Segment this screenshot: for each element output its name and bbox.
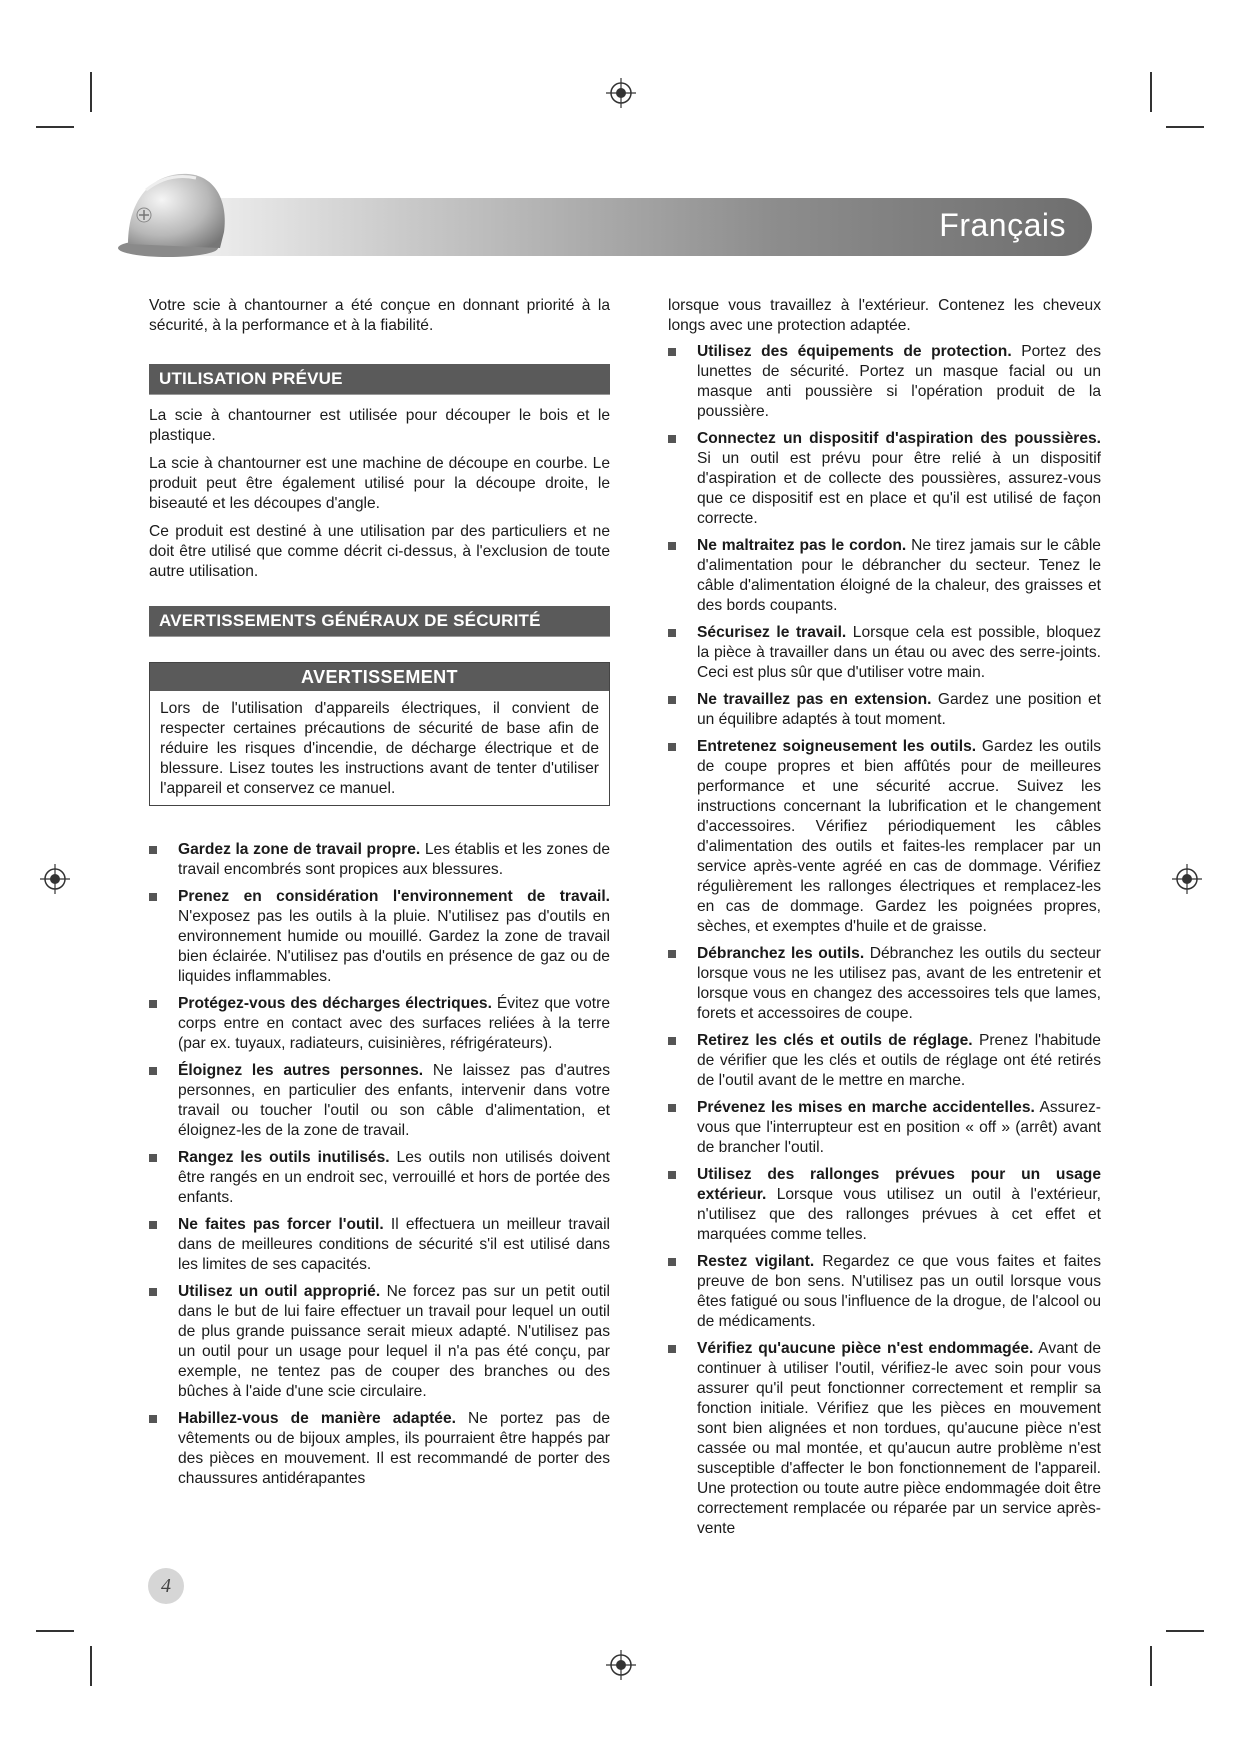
safety-rule-item [149,1409,610,1489]
safety-rule-item [668,1031,1101,1091]
safety-rule-title: Éloignez les autres personnes. [178,1062,424,1079]
safety-rule-title: Vérifiez qu'aucune pièce n'est endommagée. [697,1340,1034,1357]
safety-rule-text: Gardez une position et un équilibre adaptés à tout moment. [697,691,1101,728]
safety-rule-item [668,1339,1101,1539]
paragraph: La scie à chantourner est utilisée pour découper le bois et le plastique. [149,407,610,444]
safety-rule-item [149,1282,610,1402]
safety-rule-item [149,1215,610,1275]
language-title: Français [939,207,1066,243]
safety-rule-title: Rangez les outils inutilisés. [178,1149,390,1166]
safety-rule-title: Restez vigilant. [697,1253,815,1270]
safety-rule-title: Entretenez soigneusement les outils. [697,738,977,755]
crop-mark [1150,1646,1152,1686]
safety-rule-text: Ne forcez pas sur un petit outil dans le but de lui faire effectuer un travail pour lequel un outil de plus grande puissance serait mieux adapté. N'utilisez pas un outil pour un usage pour lequel il n'a pas été conçu, par exemple, ne tentez pas de couper des branches ou des bûches à l'aide d'une scie circulaire. [178,1283,610,1400]
safety-rule-item [668,944,1101,1024]
registration-mark-icon [1172,864,1202,894]
registration-mark-icon [606,1650,636,1680]
safety-rule-title: Prenez en considération l'environnement de travail. [178,888,610,905]
safety-rule-title: Débranchez les outils. [697,945,865,962]
safety-rule-item [668,737,1101,937]
safety-rule-text: Lorsque vous utilisez un outil à l'extérieur, n'utilisez que des rallonges prévues à cet effet et marquées comme telles. [697,1186,1101,1243]
warning-box [149,662,610,806]
safety-rule-text: Lorsque cela est possible, bloquez la pièce à travailler dans un étau ou avec des serre-joints. Ceci est plus sûr que d'utiliser votre main. [697,624,1101,681]
warning-text: Lors de l'utilisation d'appareils électriques, il convient de respecter certaines précautions de sécurité de base afin de réduire les risques d'incendie, de décharge électrique et de blessure. Lisez toutes les instructions avant de tenter d'utiliser l'appareil et conservez ce manuel. [160,700,599,797]
crop-mark [1166,1630,1204,1632]
safety-rule-title: Ne travaillez pas en extension. [697,691,932,708]
left-column [149,296,610,1496]
safety-rule-title: Sécurisez le travail. [697,624,847,641]
safety-rule-text: Regardez ce que vous faites et faites preuve de bon sens. N'utilisez pas un outil lorsque vous êtes fatigué ou sous l'influence de la drogue, de l'alcool ou de médicaments. [697,1253,1101,1330]
safety-rule-item [668,342,1101,422]
safety-rule-title: Ne maltraitez pas le cordon. [697,537,907,554]
safety-rule-text: Ne portez pas de vêtements ou de bijoux amples, ils pourraient être happés par des pièces en mouvement. Il est recommandé de porter des chaussures antidérapantes [178,1410,610,1487]
safety-rule-item [149,994,610,1054]
safety-rule-item [149,1061,610,1141]
safety-rule-title: Utilisez un outil approprié. [178,1283,381,1300]
safety-rule-text: Ne tirez jamais sur le câble d'alimentation pour le débrancher du secteur. Tenez le câble d'alimentation éloigné de la chaleur, des graisses et des bords coupants. [697,537,1101,614]
safety-rule-item [668,1098,1101,1158]
paragraph: Ce produit est destiné à une utilisation par des particuliers et ne doit être utilisé que comme décrit ci-dessus, à l'exclusion de toute autre utilisation. [149,523,610,580]
warning-title: AVERTISSEMENT [150,663,609,691]
section-heading-securite: AVERTISSEMENTS GÉNÉRAUX DE SÉCURITÉ [149,606,610,636]
safety-rule-item [668,623,1101,683]
safety-rule-item [668,1165,1101,1245]
safety-rule-title: Utilisez des rallonges prévues pour un usage extérieur. [697,1166,1101,1203]
safety-rule-item [668,536,1101,616]
crop-mark [90,1646,92,1686]
helmet-icon [116,160,236,260]
safety-rule-text: Les outils non utilisés doivent être rangés en un endroit sec, verrouillé et hors de portée des enfants. [178,1149,610,1206]
registration-mark-icon [606,78,636,108]
safety-rule-text: Ne laissez pas d'autres personnes, en particulier des enfants, intervenir dans votre travail ou toucher l'outil ou son câble d'alimentation, et éloignez-les de la zone de travail. [178,1062,610,1139]
safety-rule-text: Les établis et les zones de travail encombrés sont propices aux blessures. [178,841,610,878]
safety-rule-title: Ne faites pas forcer l'outil. [178,1216,384,1233]
registration-mark-icon [40,864,70,894]
page-number: 4 [148,1568,184,1604]
intro-paragraph: Votre scie à chantourner a été conçue en donnant priorité à la sécurité, à la performance et à la fiabilité. [149,297,610,334]
safety-rule-text: Avant de continuer à utiliser l'outil, vérifiez-le avec soin pour vous assurer qu'il peut fonctionner correctement et remplir sa fonction initiale. Vérifiez que les pièces en mouvement sont bien alignées et non tordues, qu'aucune pièce n'est cassée ou mal montée, et qu'aucun autre problème n'est susceptible d'affecter le bon fonctionnement de l'appareil. Une protection ou toute autre pièce endommagée doit être correctement remplacée ou réparée par un service après-vente [697,1340,1101,1537]
right-bullet-list [668,342,1101,1539]
continuation-paragraph: lorsque vous travaillez à l'extérieur. Contenez les cheveux longs avec une protection adaptée. [668,297,1101,334]
safety-rule-item [668,1252,1101,1332]
right-column [668,296,1101,1546]
section-heading-utilisation: UTILISATION PRÉVUE [149,364,610,394]
safety-rule-text: N'exposez pas les outils à la pluie. N'utilisez pas d'outils en environnement humide ou mouillé. Gardez la zone de travail bien éclairée. N'utilisez pas d'outils en présence de gaz ou de liquides inflammables. [178,908,610,985]
safety-rule-title: Prévenez les mises en marche accidentelles. [697,1099,1035,1116]
header-banner [180,198,1092,256]
paragraph: La scie à chantourner est une machine de découpe en courbe. Le produit peut être également utilisé pour la découpe droite, le biseauté et les découpes d'angle. [149,455,610,512]
safety-rule-text: Portez des lunettes de sécurité. Portez un masque facial ou un masque anti poussière si l'opération produit de la poussière. [697,343,1101,420]
safety-rule-title: Connectez un dispositif d'aspiration des poussières. [697,430,1101,447]
safety-rule-item [149,887,610,987]
crop-mark [1166,126,1204,128]
safety-rule-text: Évitez que votre corps entre en contact avec des surfaces reliées à la terre (par ex. tuyaux, radiateurs, cuisinières, réfrigérateurs). [178,995,610,1052]
safety-rule-title: Protégez-vous des décharges électriques. [178,995,492,1012]
safety-rule-text: Assurez-vous que l'interrupteur est en position « off » (arrêt) avant de brancher l'outil. [697,1099,1101,1156]
safety-rule-item [668,429,1101,529]
safety-rule-text: Si un outil est prévu pour être relié à un dispositif d'aspiration et de collecte des poussières, assurez-vous que ce dispositif est en place et qu'il est utilisé de façon correcte. [697,450,1101,527]
safety-rule-title: Retirez les clés et outils de réglage. [697,1032,973,1049]
safety-rule-item [668,690,1101,730]
crop-mark [1150,72,1152,112]
crop-mark [36,1630,74,1632]
safety-rule-text: Débranchez les outils du secteur lorsque vous ne les utilisez pas, avant de les entretenir et lorsque vous en changez des accessoires tels que lames, forets et accessoires de coupe. [697,945,1101,1022]
crop-mark [90,72,92,112]
crop-mark [36,126,74,128]
safety-rule-item [149,1148,610,1208]
safety-rule-title: Gardez la zone de travail propre. [178,841,421,858]
safety-rule-text: Gardez les outils de coupe propres et bien affûtés pour de meilleures performance et une sécurité accrue. Suivez les instructions concernant la lubrification et le changement d'accessoires. Vérifiez périodiquement les câbles d'alimentation des outils et faites-les remplacer par un service après-vente agréé en cas de dommage. Vérifiez régulièrement les rallonges électriques et remplacez-les en cas de dommage. Gardez les poignées propres, sèches, et exemptes d'huile et de graisse. [697,738,1101,935]
safety-rule-title: Utilisez des équipements de protection. [697,343,1012,360]
safety-rule-text: Il effectuera un meilleur travail dans de meilleures conditions de sécurité s'il est utilisé dans les limites de ses capacités. [178,1216,611,1273]
safety-rule-item [149,840,610,880]
left-bullet-list [149,840,610,1489]
safety-rule-title: Habillez-vous de manière adaptée. [178,1410,456,1427]
safety-rule-text: Prenez l'habitude de vérifier que les clés et outils de réglage ont été retirés de l'outil avant de le mettre en marche. [697,1032,1101,1089]
